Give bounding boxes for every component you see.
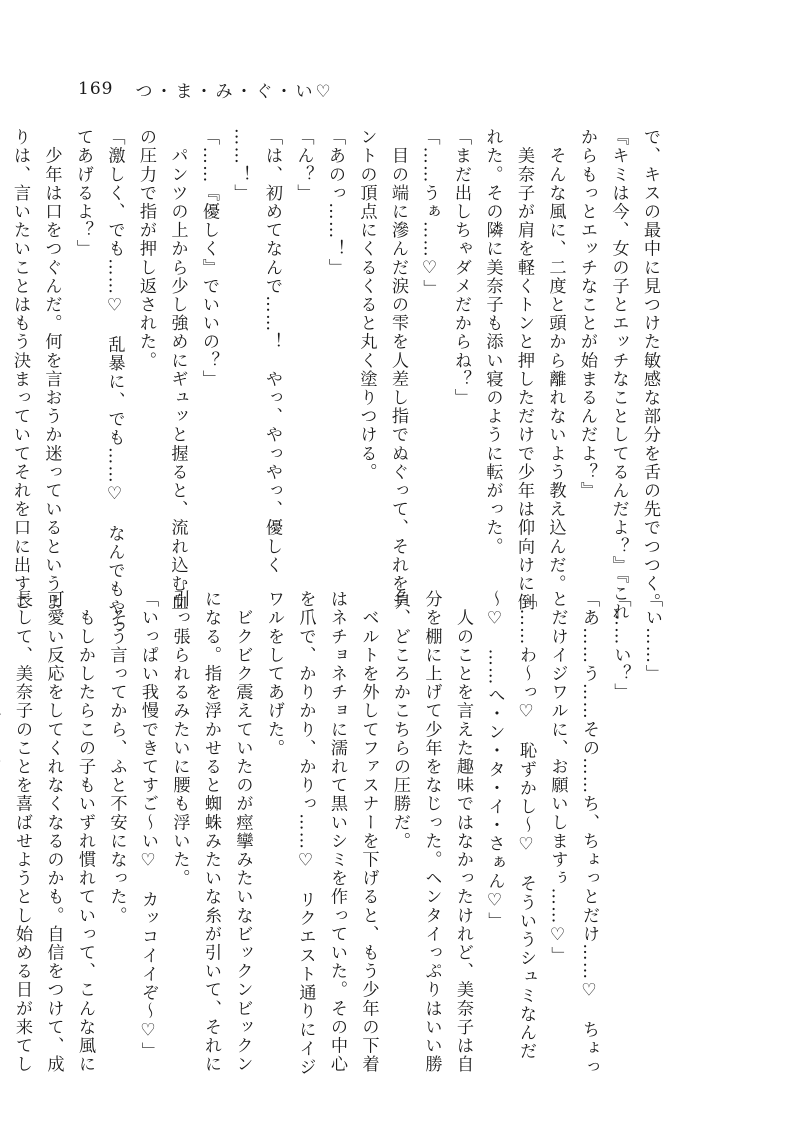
text-line: もしかしたらこの子もいずれ慣れていって、こんな風に [75,590,95,1074]
running-title: つ・ま・み・ぐ・い♡ [135,81,334,102]
text-line: ントの頂点にくるくると丸く塗りつける。 [356,128,377,482]
text-line: 美奈子が肩を軽くトンと押しただけで少年は仰向けに倒 [514,128,534,612]
text-line: 「まだ出しちゃダメだからね？」 [451,128,471,407]
text-line: パンツの上から少し強めにギュッと握ると、流れ込む血 [167,128,188,612]
text-line [0,590,6,1010]
text-line: で、キスの最中に見つけた敏感な部分を舌の先でつつく。 [640,128,660,612]
text-line: の圧力で指が押し返された。 [136,128,156,370]
text-line: 「……い？」 [610,590,631,702]
text-line: 目の端に滲んだ涙の雫を人差し指でぬぐって、それをテ [388,128,408,612]
text-line: 人のことを言えた趣味ではなかったけれど、美奈子は自 [453,590,473,1074]
text-line: りは、言いたいことはもう決まっていてそれを口に出すこ [10,128,30,612]
text-line: からもっとエッチなことが始まるんだよ？』 [577,128,597,500]
text-line: 「い……」 [642,590,662,683]
text-line: 「ん？」 [293,128,314,203]
text-line: はネチョネチョに濡れて黒いシミを作っていた。その中心 [327,590,347,1074]
text-line: 「……わ～っ♡ 恥ずかし～♡ そういうシュミなんだ [516,590,536,1061]
text-line: てあげるよ？」 [73,128,93,259]
text-line: ビクビク震えていたのが痙攣みたいなビックンビックン [232,590,253,1074]
text-line: 「は、初めてなんで……！ やっ、やっやっ、優しく [262,128,282,575]
text-line: 「あのっ……！」 [325,128,345,277]
upper-text-block [0,128,665,636]
text-line: 引っ張られるみたいに腰も浮いた。 [169,590,190,888]
text-line: 長して、美奈子のことを喜ばせようとし始める日が来てし [12,590,32,1074]
text-line: 「いっぱい我慢できてすご～い♡ カッコイイぞ～♡」 [138,590,158,1061]
text-line: そう言ってから、ふと不安になった。 [106,590,127,925]
text-line: ……！」 [230,128,251,203]
text-line: とだけイジワルに、お願いしますぅ……♡」 [547,590,568,965]
text-line: 分を棚に上げて少年をなじった。ヘンタイっぷりはいい勝 [421,590,442,1074]
text-line: ワルをしてあげた。 [264,590,284,758]
text-line: ～♡ ……へ・ン・タ・イ・さぁん♡」 [484,590,505,931]
text-line: 「激しく、でも……♡ 乱暴に、でも……♡ なんでもやっ [104,128,125,636]
text-line: そんな風に、二度と頭から離れないよう教え込んだ。 [545,128,566,593]
text-line: になる。指を浮かせると蜘蛛みたいな糸が引いて、それに [201,590,221,1074]
text-line: 「……『優しく』でいいの？」 [199,128,219,389]
text-line [0,128,4,548]
page-header [78,76,334,102]
text-line: ベルトを外してファスナーを下げると、もう少年の下着 [358,590,379,1074]
page-number: 169 [78,79,114,99]
text-line: 『キミは今、女の子とエッチなことしてるんだよ？』『これ [608,128,629,622]
text-line: 負、どころかこちらの圧勝だ。 [390,590,410,851]
text-line: 可愛い反応をしてくれなくなるのかも。自信をつけて、成 [43,590,64,1074]
text-line: を爪で、かりかり、かりっ……♡ リクエスト通りにイジ [295,590,316,1077]
lower-text-block [0,590,667,1077]
text-line: 「……うぁ……♡」 [419,128,440,299]
text-line: 少年は口をつぐんだ。何を言おうか迷っているというよ [41,128,62,612]
text-line: れた。その隣に美奈子も添い寝のように転がった。 [482,128,503,556]
text-line: 「あ……う……その……ち、ちょっとだけ……♡ ちょっ [579,590,599,1077]
